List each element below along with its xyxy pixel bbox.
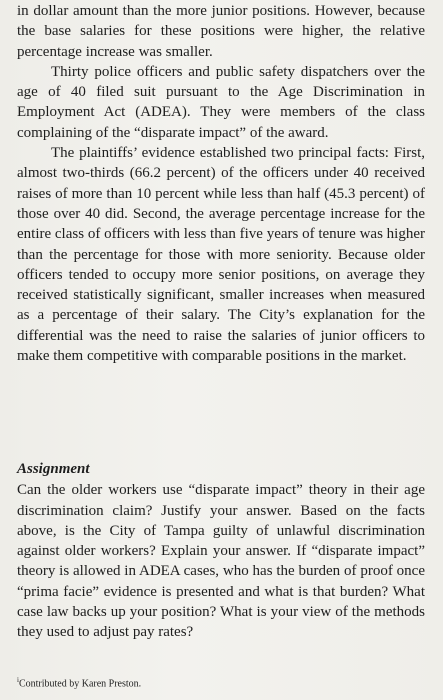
- footnote-text: Contributed by Karen Preston.: [18, 678, 142, 690]
- footnote-marker: i: [17, 676, 19, 684]
- paragraph-continued: in dollar amount than the more junior positions. However, because the base salaries for these positions were higher, the relative percentage increase was smaller.: [17, 3, 425, 60]
- paragraph-evidence: The plaintiffs’ evidence established two principal facts: First, almost two-thirds (66.2 percent) of the officers under 40 received raises of more than 10 percent while less than half (45.3 percent) of those over 40 did. Second, the average percentage increase for the entire class of officers with less than five years of tenure was higher than the percentage for those with more seniority. Because older officers tended to occupy more senior positions, on average they received statistically significant, smaller increases when measured as a percentage of their salary. The City’s explanation for the differential was the need to raise the salaries of junior officers to make them competitive with comparable positions in the market.: [17, 145, 425, 365]
- body-text: [17, 1, 425, 366]
- paragraph-plaintiffs: Thirty police officers and public safety dispatchers over the age of 40 filed suit pursuant to the Age Discrimination in Employment Act (ADEA). They were members of the class complaining of the “disparate impact” of the award.: [17, 63, 425, 141]
- assignment-section: [17, 459, 425, 643]
- footnote: [17, 676, 141, 689]
- assignment-heading: Assignment: [17, 461, 90, 477]
- assignment-text: Can the older workers use “disparate impact” theory in their age discrimination claim? Justify your answer. Based on the facts above, is the City of Tampa guilty of unlawful discrimination against older workers? Explain your answer. If “disparate impact” theory is allowed in ADEA cases, who has the burden of proof once “prima facie” evidence is presented and what is that burden? What case law backs up your position? What is your view of the methods they used to adjust pay rates?: [17, 482, 425, 641]
